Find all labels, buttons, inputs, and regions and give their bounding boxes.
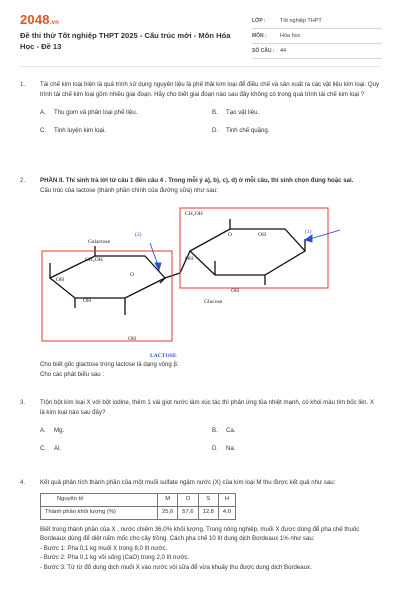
label-oh: OH bbox=[231, 288, 240, 294]
question-intro: Cấu trúc của lactose (thành phần chính của đường sữa) như sau: bbox=[40, 186, 218, 194]
marker-2: (2) bbox=[135, 232, 142, 238]
option-text: Tinh luyện kim loại. bbox=[54, 126, 106, 134]
option-letter: A. bbox=[40, 427, 46, 434]
label-galactose: Galactose bbox=[88, 239, 111, 245]
table-cell: 57,6 bbox=[178, 506, 198, 519]
option-text: Na. bbox=[226, 444, 236, 452]
question-text: Tái chế kim loại hiện là quá trình sử dụng nguyên liệu là phế thải kim loại để điều chế và sản xuất ra các vật liệu kim loại. Quy trình tái chế kim loại gồm nhiều giai đoạn. Hãy cho biết giai đoạn nào sau đây không có trong quá trình tái chế kim loại ? bbox=[40, 81, 380, 98]
label-oh: OH bbox=[185, 256, 194, 262]
option-b[interactable] bbox=[212, 426, 384, 436]
question-number: 4. bbox=[20, 479, 26, 486]
table-cell: Thành phần khối lượng (%) bbox=[41, 506, 158, 519]
table-cell: 4,0 bbox=[218, 506, 235, 519]
option-a[interactable] bbox=[40, 108, 212, 118]
question-2-after bbox=[20, 360, 380, 379]
label-ch2oh-glucose: CH₂OH bbox=[185, 211, 203, 217]
question-number: 2. bbox=[20, 177, 26, 184]
label-lactose: LACTOSE bbox=[150, 353, 177, 358]
label-o: O bbox=[228, 232, 233, 238]
meta-key: LỚP : bbox=[252, 18, 266, 24]
marker-1: (1) bbox=[305, 229, 312, 235]
option-c[interactable] bbox=[40, 444, 212, 454]
label-oh: OH bbox=[83, 298, 92, 304]
question-4 bbox=[20, 478, 380, 572]
composition-table bbox=[40, 493, 236, 520]
exam-title: Đề thi thử Tốt nghiệp THPT 2025 - Cấu trúc mới - Môn Hóa Học - Đề 13 bbox=[20, 31, 231, 51]
meta-key: MÔN : bbox=[252, 33, 267, 39]
meta-value: Hóa học bbox=[280, 33, 301, 39]
option-text: Ca. bbox=[226, 427, 236, 434]
option-letter: D. bbox=[212, 126, 219, 134]
section-heading: PHẦN II. Thí sinh trả lời từ câu 1 đến câu 4 . Trong mỗi ý a), b), c), d) ở mỗi câu, thí sinh chọn đúng hoặc sai. bbox=[40, 177, 354, 184]
question-text: Trộn bột kim loại X với bột iodine, thêm 1 vài giọt nước làm xúc tác thì phản ứng tỏa nhiệt mạnh, có khói màu tím bốc lên. X là kim loại nào sau đây? bbox=[40, 399, 374, 416]
question-context: Biết trong thành phần của X , nước chiếm 36,0% khối lượng. Trong nông nghiệp, muối X được dùng để pha chế thuốc Bordeaux dùng để diệt nấm mốc cho cây trồng. Cách pha chế 10 lít dung dịch Bordeaux 1% như sau: bbox=[40, 525, 360, 542]
option-text: Al. bbox=[54, 444, 62, 452]
option-text: Tinh chế quặng. bbox=[226, 126, 270, 134]
meta-row-subject bbox=[252, 29, 382, 44]
site-logo[interactable] bbox=[20, 12, 59, 27]
option-letter: B. bbox=[212, 109, 218, 116]
option-b[interactable] bbox=[212, 108, 384, 118]
header-divider bbox=[20, 66, 380, 67]
label-oh: OH bbox=[56, 277, 65, 283]
option-a[interactable] bbox=[40, 426, 212, 436]
label-oh: OH bbox=[258, 232, 267, 238]
table-row bbox=[41, 506, 236, 519]
question-text: Kết quả phân tích thành phần của một muối sulfate ngậm nước (X) của kim loại M thu được kết quả như sau: bbox=[40, 479, 336, 486]
option-text: Mg. bbox=[54, 427, 65, 434]
table-cell: S bbox=[198, 493, 218, 506]
logo-suffix: .vn bbox=[49, 20, 60, 26]
table-cell: M bbox=[158, 493, 178, 506]
logo-main: 2048 bbox=[20, 12, 50, 27]
label-oh: OH bbox=[128, 336, 137, 342]
option-letter: C. bbox=[40, 444, 47, 452]
meta-key: SỐ CÂU : bbox=[252, 48, 275, 54]
statement-prompt: Cho các phát biểu sau : bbox=[40, 370, 105, 378]
exam-meta bbox=[252, 14, 382, 59]
table-header-row bbox=[41, 493, 236, 506]
meta-value: Tốt nghiệp THPT bbox=[280, 18, 322, 24]
meta-row-class bbox=[252, 14, 382, 29]
label-o: O bbox=[130, 272, 135, 278]
option-letter: A. bbox=[40, 109, 46, 116]
option-text: Tạo vật liệu. bbox=[226, 109, 260, 116]
question-number: 3. bbox=[20, 399, 26, 406]
option-d[interactable] bbox=[212, 126, 384, 136]
option-text: Thu gom và phân loại phế liệu. bbox=[54, 109, 138, 116]
table-cell: 12,8 bbox=[198, 506, 218, 519]
table-cell: Nguyên tố bbox=[41, 493, 158, 506]
table-cell: 25,6 bbox=[158, 506, 178, 519]
meta-row-count bbox=[252, 44, 382, 59]
question-number: 1. bbox=[20, 81, 26, 88]
table-cell: H bbox=[218, 493, 235, 506]
option-letter: B. bbox=[212, 427, 218, 434]
step-3: - Bước 3: Từ từ đổ dung dịch muối X vào nước vôi sữa để vừa khuấy thu được dung dịch Bordeaux. bbox=[40, 563, 312, 571]
step-2: - Bước 2: Pha 0,1 kg vôi sống (CaO) trong 2,0 lít nước. bbox=[40, 554, 190, 561]
meta-value: 44 bbox=[280, 48, 287, 54]
question-3 bbox=[20, 398, 380, 453]
table-cell: O bbox=[178, 493, 198, 506]
question-1 bbox=[20, 80, 380, 135]
lactose-structure-diagram bbox=[40, 203, 340, 358]
statement-note: Cho biết gốc glactose trong lactose là dạng vòng β. bbox=[40, 361, 179, 368]
option-letter: D. bbox=[212, 444, 219, 452]
question-2 bbox=[20, 176, 380, 195]
label-ch2oh-galactose: CH₂OH bbox=[85, 257, 103, 263]
step-1: - Bước 1: Pha 0,1 kg muối X trong 8,0 lít nước. bbox=[40, 544, 168, 552]
option-letter: C. bbox=[40, 126, 47, 134]
glucose-highlight bbox=[180, 208, 328, 288]
label-glucose: Glucose bbox=[204, 299, 223, 305]
option-d[interactable] bbox=[212, 444, 384, 454]
option-c[interactable] bbox=[40, 126, 212, 136]
